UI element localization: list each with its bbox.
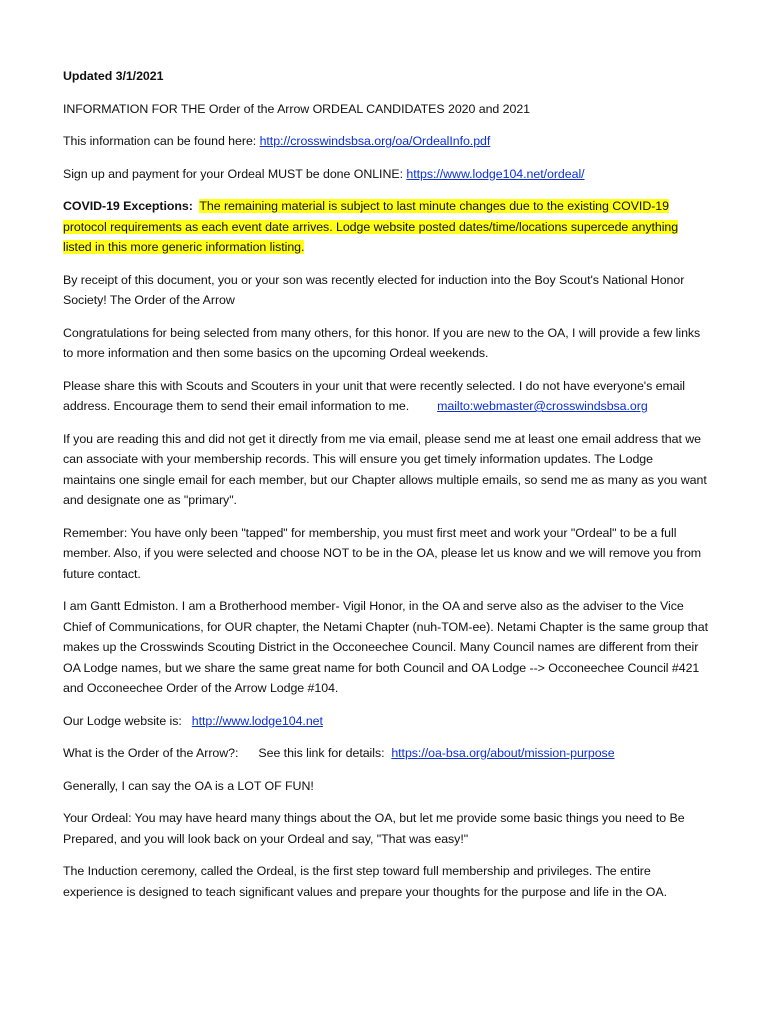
what-is-oa-text: What is the Order of the Arrow?:: [63, 746, 239, 760]
share-paragraph: [63, 376, 708, 417]
congrats-paragraph: Congratulations for being selected from many others, for this honor. If you are new to the OA, I will provide a few links to more information and then some basics on the upcoming Ordeal weekends.: [63, 325, 701, 360]
covid-highlighted-text: The remaining material is subject to last minute changes due to the existing COVID-19 protocol requirements as each event date arrives. Lodge website posted dates/time/locations supercede anything listed in this more generic information listing.: [63, 199, 679, 254]
covid-paragraph: [63, 196, 708, 258]
share-text: Please share this with Scouts and Scouters in your unit that were recently selected. I do not have everyone's email address. Encourage them to send their email information to me.: [63, 378, 685, 413]
reading-paragraph: If you are reading this and did not get it directly from me via email, please send me at least one email address that we can associate with your membership records. This will ensure you get timely information updates. The Lodge maintains one single email for each member, but our Chapter allows multiple emails, so send me as many as you want and designate one as "primary".: [63, 431, 707, 507]
webmaster-email-link[interactable]: mailto:webmaster@crosswindsbsa.org: [437, 399, 648, 413]
remember-paragraph: Remember: You have only been "tapped" for membership, you must first meet and work your "Ordeal" to be a full member. Also, if you were selected and choose NOT to be in the OA, please let us know and we will remove you from future contact.: [63, 525, 702, 581]
lodge-website-link[interactable]: http://www.lodge104.net: [191, 713, 323, 728]
induction-paragraph: The Induction ceremony, called the Ordeal, is the first step toward full membership and privileges. The entire experience is designed to teach significant values and prepare your thoughts for the purpose and life in the OA.: [63, 864, 667, 899]
website-text: Our Lodge website is:: [63, 713, 182, 728]
covid-label: COVID-19 Exceptions:: [63, 199, 193, 213]
found-here-text: This information can be found here:: [63, 134, 260, 148]
fun-paragraph: Generally, I can say the OA is a LOT OF FUN!: [63, 778, 314, 793]
about-me-paragraph: I am Gantt Edmiston. I am a Brotherhood member- Vigil Honor, in the OA and serve also as the adviser to the Vice Chief of Communications, for OUR chapter, the Netami Chapter (nuh-TOM-ee). Netami Chapter is the same group that makes up the Crosswinds Scouting District in the Occoneechee Council. Many Council names are different from their OA Lodge names, but we share the same great name for both Council and OA Lodge --> Occoneechee Council #421 and Occoneechee Order of the Arrow Lodge #104.: [63, 599, 708, 695]
oa-mission-link[interactable]: https://oa-bsa.org/about/mission-purpose: [391, 746, 615, 760]
ordeal-info-pdf-link[interactable]: http://crosswindsbsa.org/oa/OrdealInfo.pdf: [259, 134, 491, 148]
signup-paragraph: [63, 164, 708, 185]
what-is-oa-paragraph: [63, 743, 708, 764]
signup-text: Sign up and payment for your Ordeal MUST be done ONLINE:: [63, 166, 407, 181]
website-paragraph: [63, 711, 708, 732]
lodge-ordeal-signup-link[interactable]: https://www.lodge104.net/ordeal/: [406, 166, 585, 181]
info-title: INFORMATION FOR THE Order of the Arrow ORDEAL CANDIDATES 2020 and 2021: [63, 101, 531, 116]
see-link-text: See this link for details:: [258, 746, 385, 760]
updated-date: Updated 3/1/2021: [63, 69, 164, 83]
receipt-paragraph: By receipt of this document, you or your son was recently elected for induction into the Boy Scout's National Honor Society! The Order of the Arrow: [63, 272, 685, 307]
found-here-paragraph: [63, 131, 708, 152]
your-ordeal-paragraph: Your Ordeal: You may have heard many things about the OA, but let me provide some basic things you need to Be Prepared, and you will look back on your Ordeal and say, "That was easy!": [63, 811, 685, 846]
